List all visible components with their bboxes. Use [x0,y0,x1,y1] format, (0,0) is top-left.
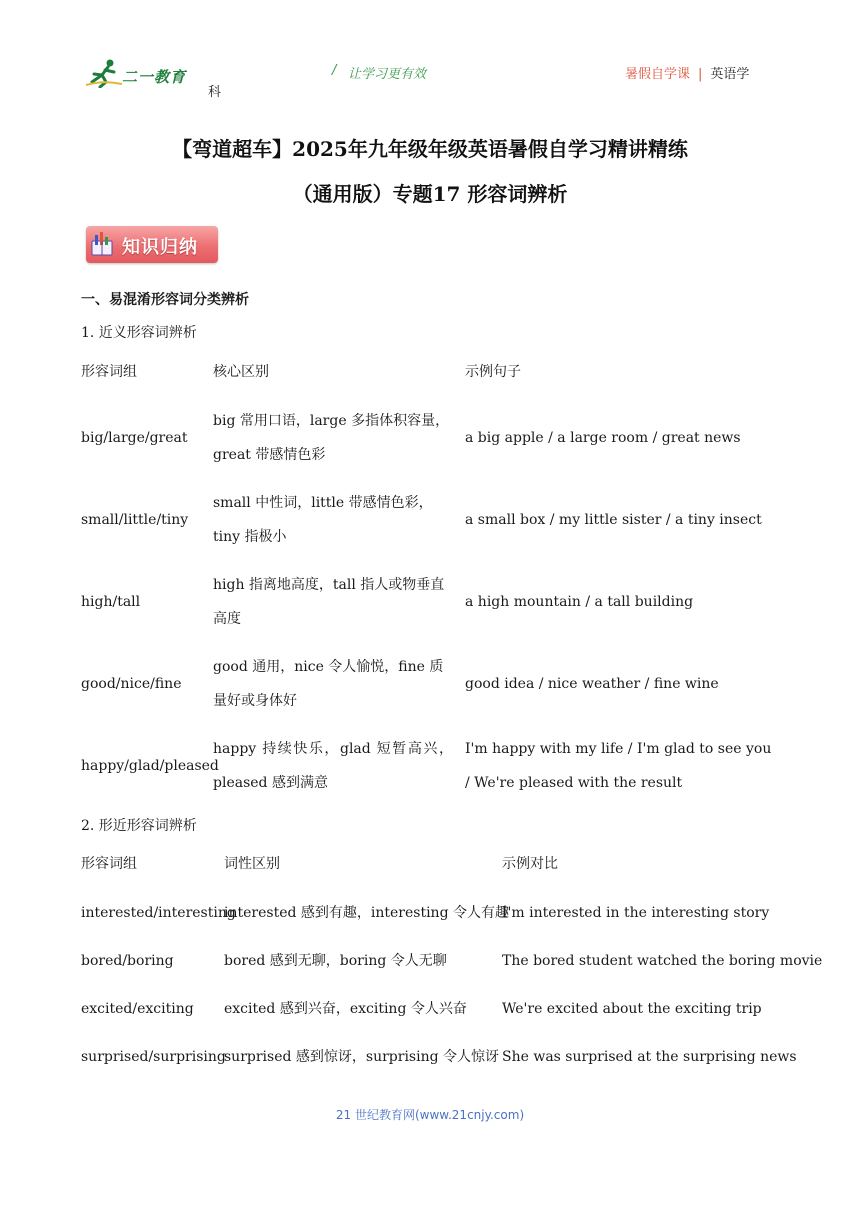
row-diff: interested 感到有趣，interesting 令人有趣 [224,905,509,921]
row-example: We're excited about the exciting trip [502,1001,762,1017]
row-diff: surprised 感到惊讶，surprising 令人惊讶 [224,1049,500,1065]
table2-header-group: 形容词组 [81,856,137,872]
row-example: a high mountain / a tall building [465,594,694,610]
row-example: The bored student watched the boring movie [502,953,823,969]
header-subject-label: 英语学 [710,67,750,82]
row-group: good/nice/fine [81,676,182,692]
table2-header-example: 示例对比 [502,856,558,872]
table2-header-diff: 词性区别 [224,856,280,872]
row-group: bored/boring [81,953,174,969]
table-row [0,404,860,472]
row-group: small/little/tiny [81,512,189,528]
row-example: a big apple / a large room / great news [465,430,741,446]
row-example: I'm interested in the interesting story [502,905,770,921]
slogan-slash: / [332,63,337,78]
row-diff: excited 感到兴奋，exciting 令人兴奋 [224,1001,467,1017]
table2-heading: 2. 形近形容词辨析 [81,818,197,834]
row-example: She was surprised at the surprising news [502,1049,797,1065]
table-row [0,732,860,800]
row-diff: happy 持续快乐，glad 短暂高兴，pleased 感到满意 [213,741,453,791]
row-example: good idea / nice weather / fine wine [465,676,719,692]
table-row [0,1040,860,1074]
header-separator: | [698,67,703,82]
doc-title-line-1: 【弯道超车】2025年九年级年级英语暑假自学习精讲精练 [172,137,688,161]
row-diff: bored 感到无聊，boring 令人无聊 [224,953,447,969]
row-group: surprised/surprising [81,1049,226,1065]
table1-heading: 1. 近义形容词辨析 [81,325,197,341]
slogan: 让学习更有效 [348,67,427,82]
page-footer: 21 世纪教育网(www.21cnjy.com) [335,1108,525,1122]
row-diff: small 中性词，little 带感情色彩，tiny 指极小 [213,495,433,545]
knowledge-banner [86,226,218,263]
table-row [0,650,860,718]
table1-header-example: 示例句子 [465,364,521,380]
row-group: excited/exciting [81,1001,194,1017]
row-group: high/tall [81,594,141,610]
page-header [0,0,860,100]
row-example: a small box / my little sister / a tiny insect [465,512,762,528]
runner-logo-icon [84,58,124,88]
table1-header-group: 形容词组 [81,364,137,380]
table-row [0,568,860,636]
table-row [0,896,860,930]
doc-title-line-2: （通用版）专题17 形容词辨析 [292,182,568,206]
section-heading: 一、易混淆形容词分类辨析 [81,292,249,308]
header-course-label: 暑假自学课 [625,67,691,82]
logo-suffix: 科 [208,85,222,100]
banner-label: 知识归纳 [122,237,198,258]
row-diff: high 指离地高度，tall 指人或物垂直高度 [213,577,445,627]
table-row [0,486,860,554]
header-right [625,63,749,82]
row-group: interested/interesting [81,905,236,921]
table1-header-diff: 核心区别 [213,364,269,380]
row-diff: big 常用口语，large 多指体积容量，great 带感情色彩 [213,413,450,463]
row-diff: good 通用，nice 令人愉悦，fine 质量好或身体好 [213,659,444,709]
table-row [0,992,860,1026]
row-group: happy/glad/pleased [81,758,219,774]
row-group: big/large/great [81,430,188,446]
row-example: I'm happy with my life / I'm glad to see you / We're pleased with the result [465,741,772,791]
table-row [0,944,860,978]
book-chart-icon [91,231,113,257]
logo-text: 二一教育 [122,68,187,86]
